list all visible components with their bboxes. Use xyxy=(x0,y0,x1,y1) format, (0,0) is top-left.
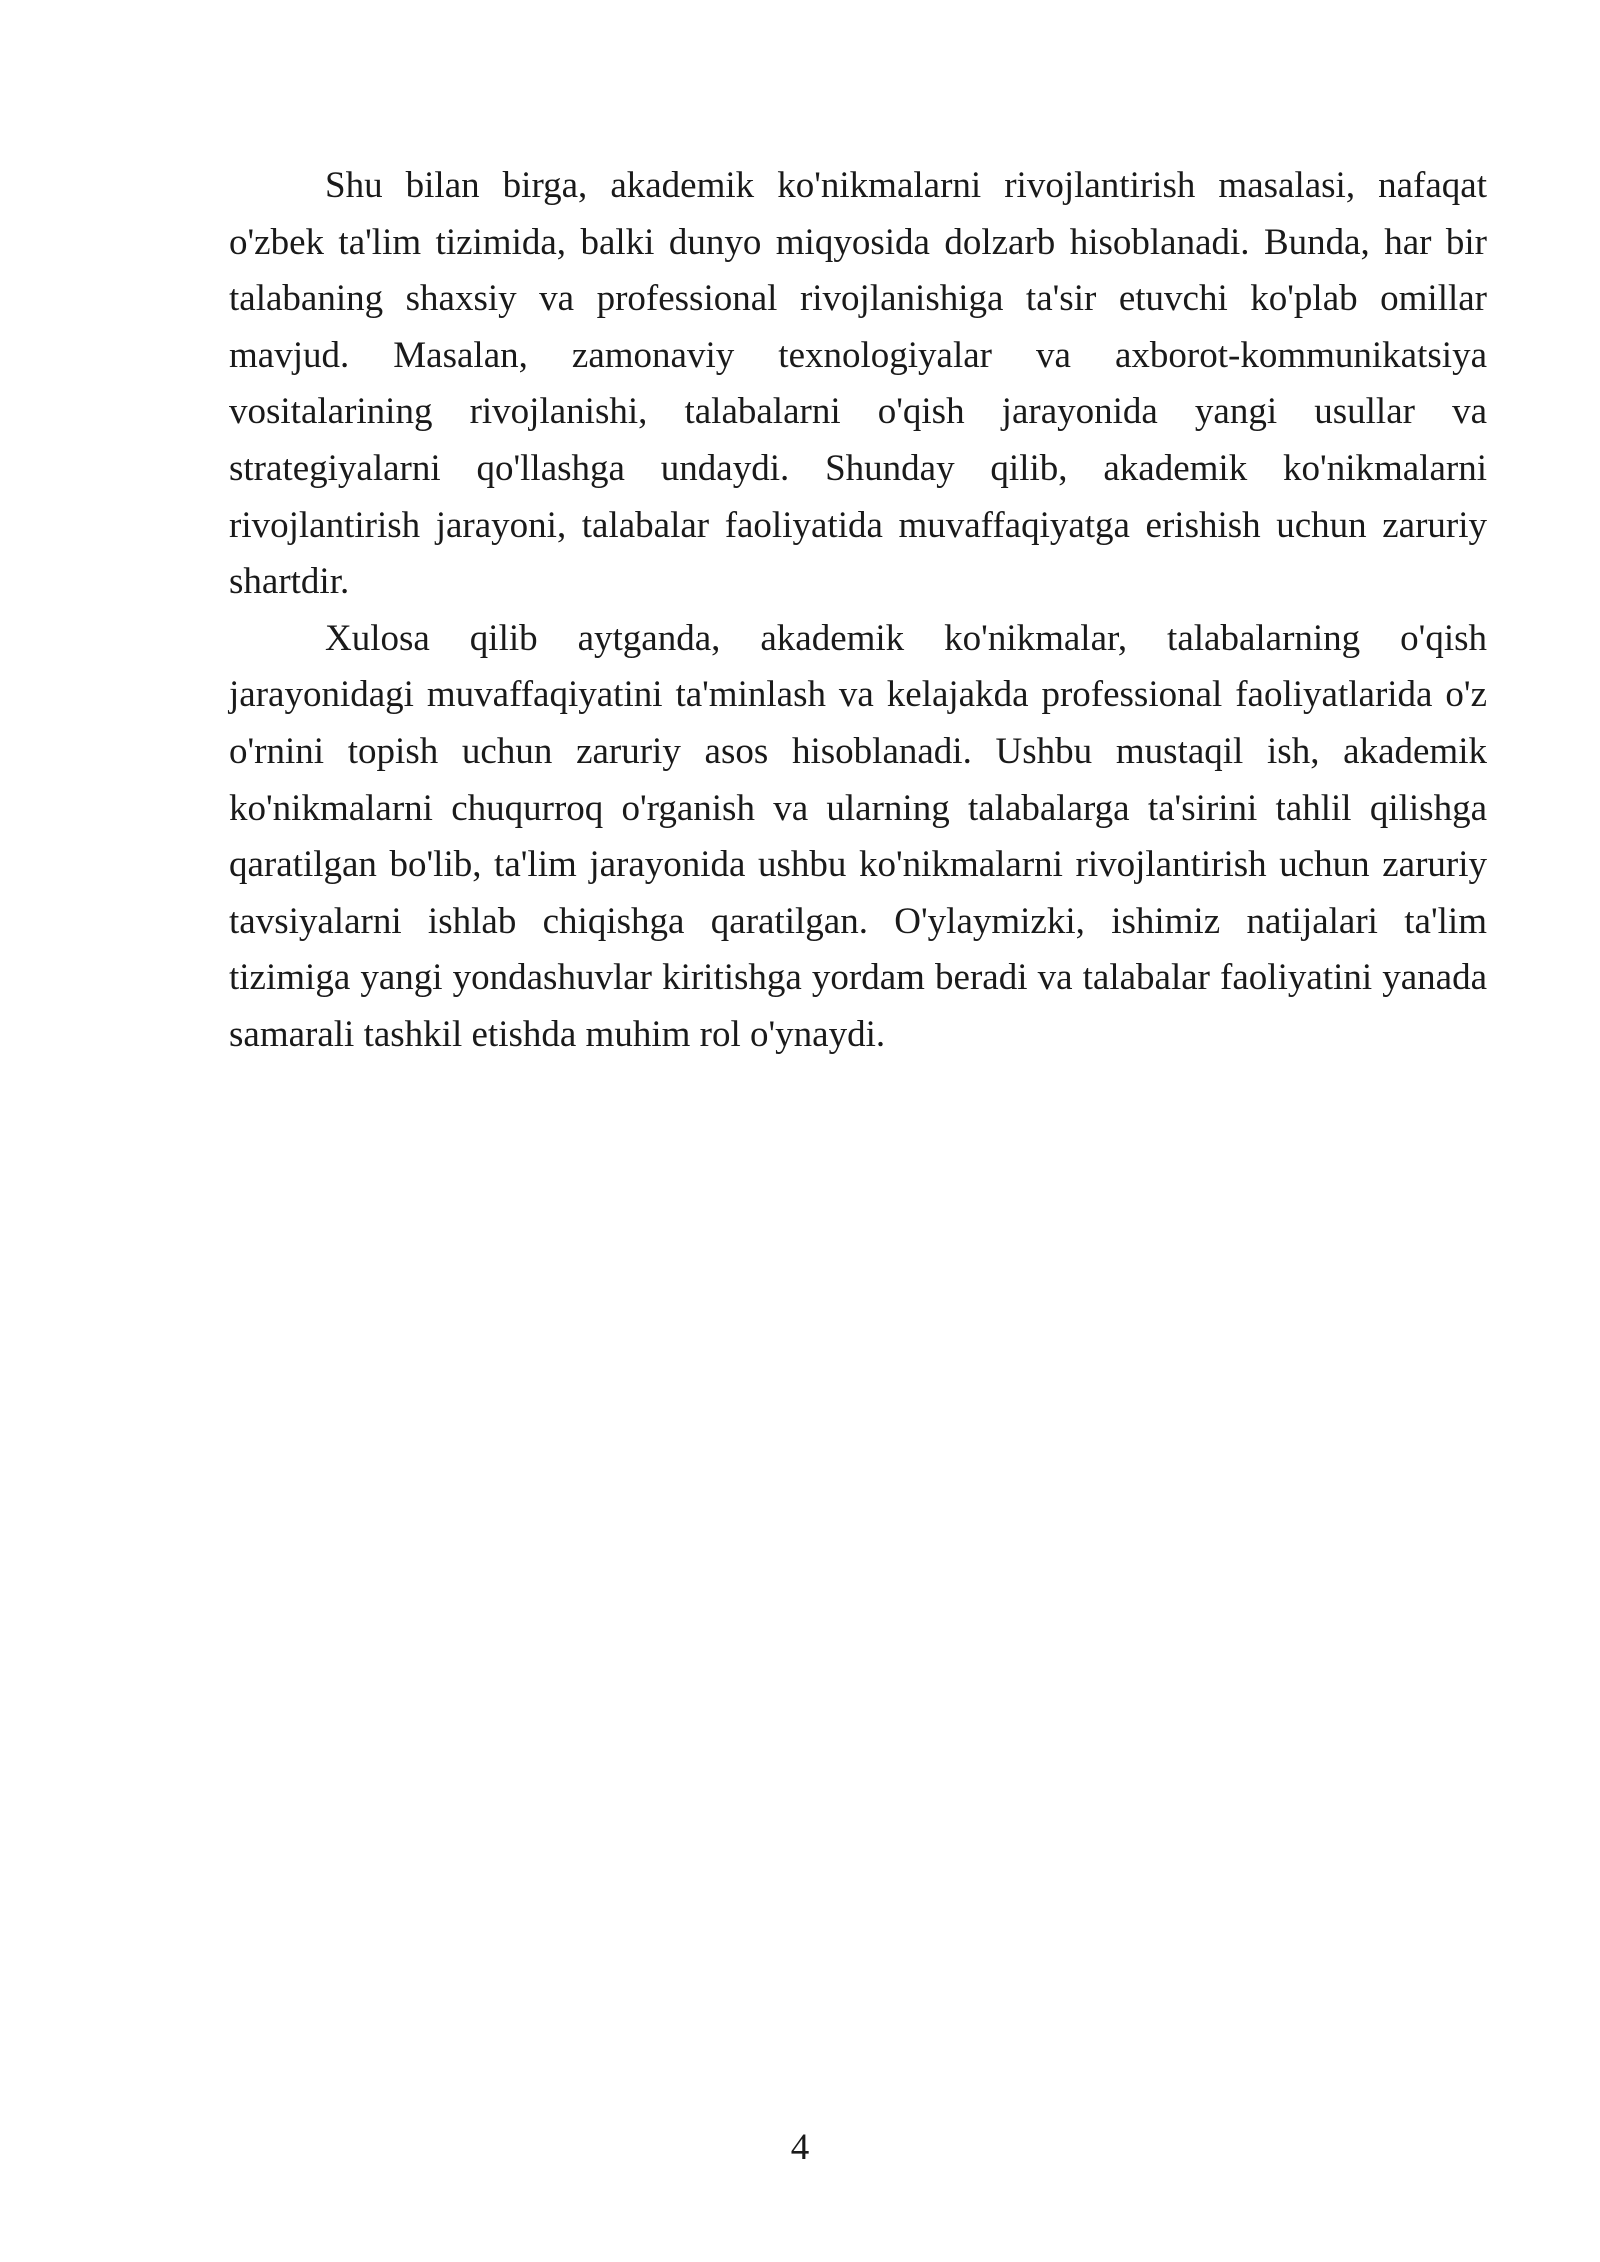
page-number: 4 xyxy=(790,2127,810,2168)
paragraph: Shu bilan birga, akademik ko'nikmalarni rivojlantirish masalasi, nafaqat o'zbek ta'lim tizimida, balki dunyo miqyosida dolzarb hisoblanadi. Bunda, har bir talabaning shaxsiy va professional rivojlanishiga ta'sir etuvchi ko'plab omillar mavjud. Masalan, zamonaviy texnologiyalar va axborot-kommunikatsiya vositalarining rivojlanishi, talabalarni o'qish jarayonida yangi usullar va strategiyalarni qo'llashga undaydi. Shunday qilib, akademik ko'nikmalarni rivojlantirish jarayoni, talabalar faoliyatida muvaffaqiyatga erishish uchun zaruriy shartdir. xyxy=(229,165,1487,603)
body-text xyxy=(229,158,1487,1064)
paragraph: Xulosa qilib aytganda, akademik ko'nikmalar, talabalarning o'qish jarayonidagi muvaffaqiyatini ta'minlash va kelajakda professional faoliyatlarida o'z o'rnini topish uchun zaruriy asos hisoblanadi. Ushbu mustaqil ish, akademik ko'nikmalarni chuqurroq o'rganish va ularning talabalarga ta'sirini tahlil qilishga qaratilgan bo'lib, ta'lim jarayonida ushbu ko'nikmalarni rivojlantirish uchun zaruriy tavsiyalarni ishlab chiqishga qaratilgan. O'ylaymizki, ishimiz natijalari ta'lim tizimiga yangi yondashuvlar kiritishga yordam beradi va talabalar faoliyatini yanada samarali tashkil etishda muhim rol o'ynaydi. xyxy=(229,617,1487,1055)
